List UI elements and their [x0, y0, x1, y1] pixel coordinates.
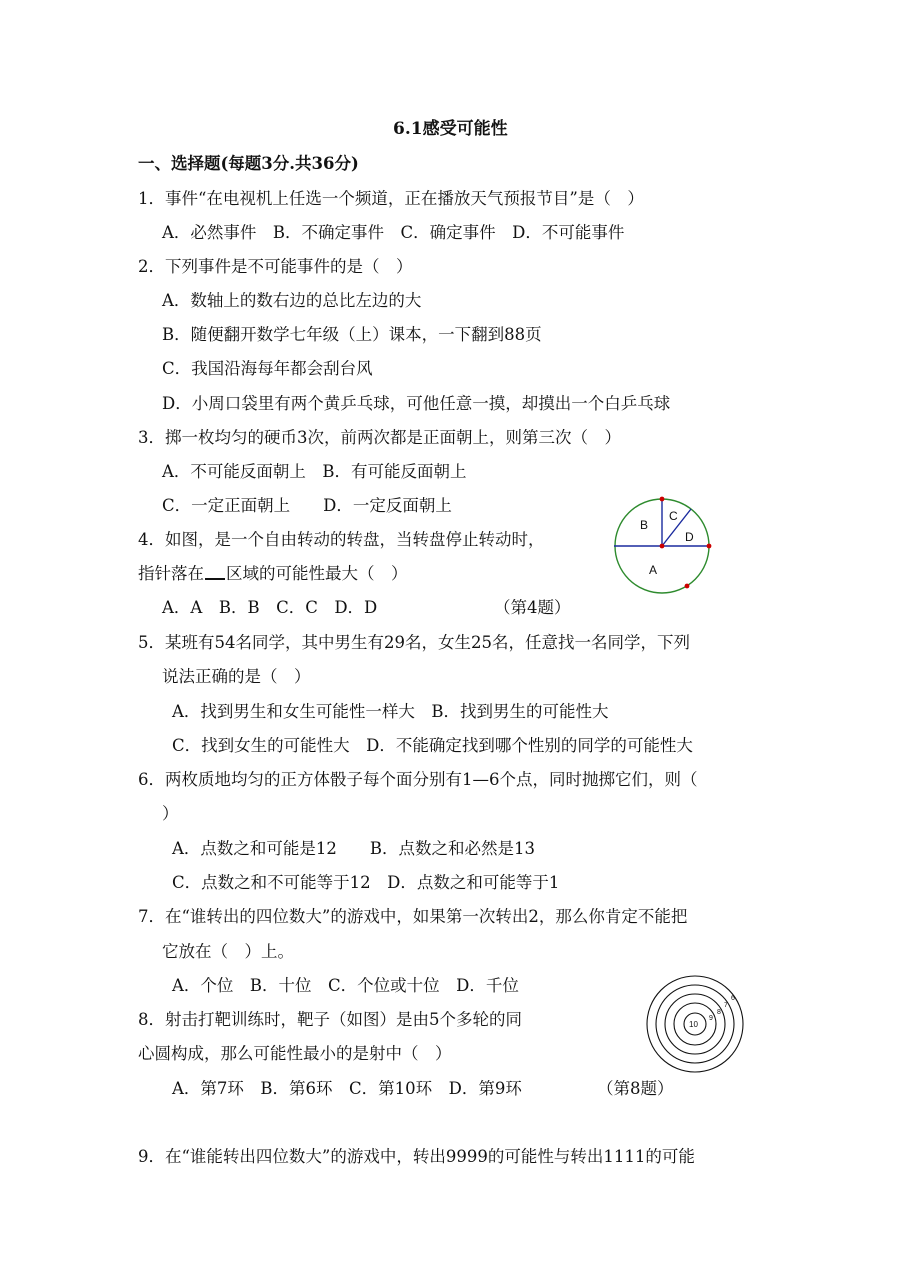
- spinner-label-b: B: [640, 518, 649, 532]
- spinner-label-d: D: [685, 530, 694, 544]
- question-3-options-cd: C．一定正面朝上 D．一定反面朝上: [162, 496, 452, 515]
- spinner-dot-bottom: [685, 584, 690, 589]
- question-8-stem-line2: 心圆构成，那么可能性最小的是射中（ ）: [138, 1044, 452, 1063]
- question-4-stem-line1: 4．如图，是一个自由转动的转盘，当转盘停止转动时，: [138, 530, 545, 549]
- question-4-options: A．A B．B C．C D．D: [162, 598, 378, 617]
- page-title: 6.1感受可能性: [393, 119, 508, 139]
- question-5-stem-line1: 5．某班有54名同学，其中男生有29名，女生25名，任意找一名同学，下列: [138, 633, 690, 652]
- question-2-option-a: A．数轴上的数右边的总比左边的大: [162, 291, 422, 310]
- figure-8-caption: （第8题）: [597, 1079, 674, 1098]
- target-figure: [643, 972, 747, 1076]
- question-1-stem: 1．事件“在电视机上任选一个频道，正在播放天气预报节目”是（ ）: [138, 189, 644, 208]
- question-2-option-d: D．小周口袋里有两个黄乒乓球，可他任意一摸，却摸出一个白乒乓球: [162, 394, 671, 413]
- question-6-options-ab: A．点数之和可能是12 B．点数之和必然是13: [172, 839, 536, 858]
- question-5-stem-line2: 说法正确的是（ ）: [162, 667, 311, 686]
- question-4-stem-line2: [138, 563, 408, 585]
- question-1-options: A．必然事件 B．不确定事件 C．确定事件 D．不可能事件: [162, 223, 625, 242]
- question-9-stem-line1: 9．在“谁能转出四位数大”的游戏中，转出9999的可能性与转出1111的可能: [138, 1147, 695, 1166]
- spinner-figure: [610, 494, 714, 598]
- question-6-stem-line1: 6．两枚质地均匀的正方体骰子每个面分别有1—6个点，同时抛掷它们，则（: [138, 770, 698, 789]
- question-3-options-ab: A．不可能反面朝上 B．有可能反面朝上: [162, 462, 467, 481]
- spinner-dot-top: [660, 497, 665, 502]
- question-2-option-b: B．随便翻开数学七年级（上）课本，一下翻到88页: [162, 325, 542, 344]
- answer-blank: [205, 564, 225, 580]
- question-5-options-ab: A．找到男生和女生可能性一样大 B．找到男生的可能性大: [172, 702, 609, 721]
- target-label-7: 7: [724, 1002, 728, 1009]
- question-6-stem-line2: ）: [162, 804, 179, 823]
- question-4-stem-post: 区域的可能性最大（ ）: [226, 564, 408, 583]
- figure-4-caption: （第4题）: [494, 598, 571, 617]
- target-label-6: 6: [731, 995, 735, 1002]
- question-2-option-c: C．我国沿海每年都会刮台风: [162, 359, 373, 378]
- question-8-options: A．第7环 B．第6环 C．第10环 D．第9环: [172, 1079, 522, 1098]
- spinner-label-a: A: [649, 563, 658, 577]
- question-7-stem-line2: 它放在（ ）上。: [162, 942, 294, 961]
- spinner-label-c: C: [669, 509, 678, 523]
- target-label-9: 9: [709, 1015, 713, 1022]
- question-5-options-cd: C．找到女生的可能性大 D．不能确定找到哪个性别的同学的可能性大: [172, 736, 693, 755]
- question-7-options: A．个位 B．十位 C．个位或十位 D．千位: [172, 976, 519, 995]
- question-7-stem-line1: 7．在“谁转出的四位数大”的游戏中，如果第一次转出2，那么你肯定不能把: [138, 907, 688, 926]
- target-label-10: 10: [689, 1020, 698, 1029]
- spinner-dot-right: [707, 544, 712, 549]
- question-8-stem-line1: 8．射击打靶训练时，靶子（如图）是由5个多轮的同: [138, 1010, 522, 1029]
- question-3-stem: 3．掷一枚均匀的硬币3次，前两次都是正面朝上，则第三次（ ）: [138, 428, 621, 447]
- target-label-8: 8: [717, 1009, 721, 1016]
- spinner-dot-center: [660, 544, 665, 549]
- section-heading: 一、选择题(每题3分.共36分): [138, 154, 359, 173]
- question-4-stem-pre: 指针落在: [138, 564, 204, 583]
- question-2-stem: 2．下列事件是不可能事件的是（ ）: [138, 257, 413, 276]
- question-6-options-cd: C．点数之和不可能等于12 D．点数之和可能等于1: [172, 873, 560, 892]
